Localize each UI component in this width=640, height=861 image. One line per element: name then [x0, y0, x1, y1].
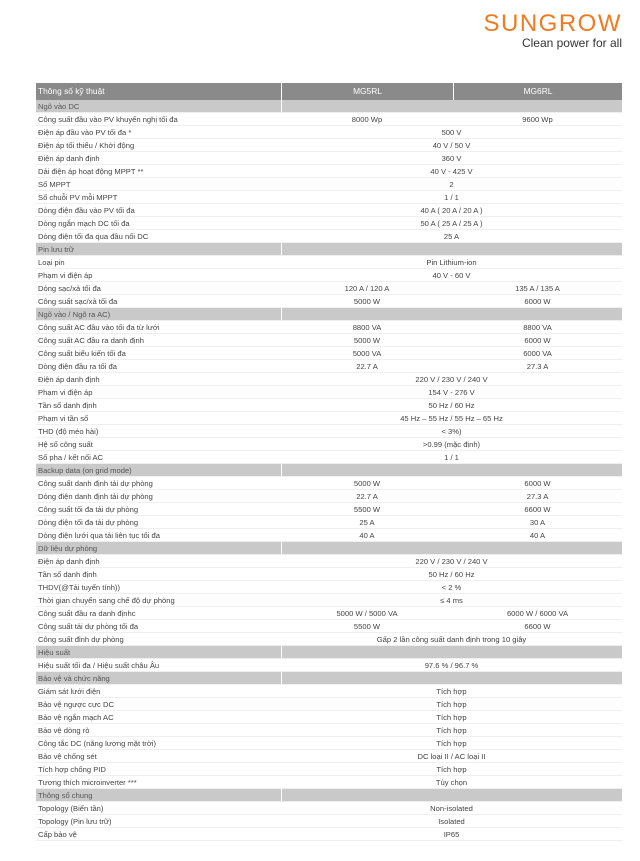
section-title: Hiệu suất [38, 648, 71, 657]
spec-label: Điện áp danh định [38, 154, 100, 163]
spec-row [36, 191, 622, 204]
spec-row [36, 516, 622, 529]
spec-value-mg5rl: 5500 W [353, 505, 381, 514]
spec-label: Công suất sạc/xả tối đa [38, 297, 118, 306]
spec-value-shared: < 3%) [441, 427, 462, 436]
spec-row [36, 139, 622, 152]
spec-row [36, 477, 622, 490]
spec-row [36, 581, 622, 594]
spec-label: Topology (Pin lưu trữ) [38, 817, 112, 826]
spec-value-shared: 50 A ( 25 A / 25 A ) [420, 219, 483, 228]
spec-value-shared: Gấp 2 lần công suất danh định trong 10 giây [376, 635, 527, 644]
spec-value-shared: 45 Hz – 55 Hz / 55 Hz – 65 Hz [400, 414, 503, 423]
spec-row [36, 737, 622, 750]
spec-value-mg5rl: 5000 W [353, 479, 381, 488]
spec-value-mg6rl: 6000 W [524, 297, 551, 306]
spec-row [36, 568, 622, 581]
spec-value-shared: 154 V - 276 V [428, 388, 475, 397]
header-model-mg5rl: MG5RL [281, 83, 453, 100]
spec-value-mg6rl: 6000 W / 6000 VA [506, 609, 569, 618]
spec-row [36, 321, 622, 334]
spec-value-mg5rl: 5500 W [353, 622, 381, 631]
spec-row [36, 685, 622, 698]
spec-value-shared: 40 V - 60 V [432, 271, 471, 280]
spec-value-mg5rl: 22.7 A [356, 492, 378, 501]
spec-label: Bảo vệ ngược cực DC [38, 700, 114, 709]
spec-value-shared: Non-isolated [430, 804, 473, 813]
spec-label: Dòng điện tối đa qua đầu nối DC [38, 232, 149, 241]
spec-value-mg6rl: 135 A / 135 A [515, 284, 560, 293]
brand-name-text: SUNGROW [483, 10, 622, 37]
spec-label: Giám sát lưới điện [38, 687, 101, 696]
spec-value-mg6rl: 30 A [529, 518, 546, 527]
spec-row [36, 555, 622, 568]
spec-value-shared: 1 / 1 [444, 193, 459, 202]
spec-value-shared: < 2 % [441, 583, 462, 592]
spec-value-mg5rl: 40 A [359, 531, 375, 540]
spec-value-mg5rl: 8000 Wp [351, 115, 383, 124]
spec-label: Tần số danh định [38, 570, 97, 579]
spec-value-shared: Isolated [438, 817, 465, 826]
spec-row [36, 373, 622, 386]
spec-row [36, 256, 622, 269]
section-fill [281, 646, 622, 658]
spec-row [36, 178, 622, 191]
section-title: Dữ liệu dự phòng [38, 544, 98, 553]
spec-row [36, 217, 622, 230]
section-fill [281, 243, 622, 255]
spec-row [36, 724, 622, 737]
spec-label: Tần số danh định [38, 401, 97, 410]
spec-value-shared: 25 A [443, 232, 460, 241]
spec-value-mg5rl: 8800 VA [352, 323, 382, 332]
spec-label: Dòng sạc/xả tối đa [38, 284, 101, 293]
spec-row [36, 529, 622, 542]
spec-value-shared: IP65 [443, 830, 460, 839]
spec-row [36, 269, 622, 282]
spec-row [36, 412, 622, 425]
brand-logo [422, 10, 622, 50]
spec-label: Số MPPT [38, 180, 71, 189]
section-title: Pin lưu trữ [38, 245, 74, 254]
spec-value-mg6rl: 6000 VA [523, 349, 552, 358]
spec-label: Công suất tối đa tải dự phòng [38, 505, 139, 514]
spec-label: Điện áp tối thiểu / Khởi động [38, 141, 135, 150]
spec-value-mg6rl: 40 A [529, 531, 546, 540]
spec-row [36, 126, 622, 139]
spec-row [36, 633, 622, 646]
header-model-mg6rl: MG6RL [453, 83, 622, 100]
spec-label: Dòng điện lưới qua tải liên tục tối đa [38, 531, 160, 540]
spec-value-shared: Tích hợp [436, 726, 467, 735]
spec-label: Công suất đầu vào PV khuyến nghị tối đa [38, 115, 178, 124]
spec-value-shared: Tùy chọn [435, 778, 468, 787]
spec-label: Dải điện áp hoạt động MPPT ** [38, 167, 144, 176]
spec-value-shared: Pin Lithium-ion [426, 258, 477, 267]
section-title: Bảo vệ và chức năng [38, 674, 110, 683]
spec-row [36, 295, 622, 308]
section-title: Ngõ vào / Ngõ ra AC) [38, 310, 111, 319]
spec-row [36, 698, 622, 711]
spec-label: Hiệu suất tối đa / Hiệu suất châu Âu [38, 661, 160, 670]
spec-value-shared: ≤ 4 ms [440, 596, 463, 605]
spec-value-mg6rl: 9600 Wp [522, 115, 553, 124]
spec-label: Bảo vệ chống sét [38, 752, 97, 761]
spec-value-mg5rl: 5000 VA [352, 349, 382, 358]
brand-tagline: Clean power for all [521, 36, 622, 50]
section-fill [281, 672, 622, 684]
spec-label: Thời gian chuyển sang chế độ dự phòng [38, 596, 175, 605]
spec-label: Bảo vệ dòng rò [38, 726, 90, 735]
spec-table-header [36, 83, 622, 100]
spec-row [36, 451, 622, 464]
spec-label: THD (độ méo hài) [38, 427, 99, 436]
spec-value-mg5rl: 5000 W / 5000 VA [336, 609, 398, 618]
spec-row [36, 659, 622, 672]
spec-row [36, 503, 622, 516]
section-header [36, 542, 622, 555]
section-header [36, 646, 622, 659]
spec-label: Topology (Biến tần) [38, 804, 104, 813]
section-header [36, 308, 622, 321]
spec-label: Điện áp đầu vào PV tối đa * [38, 128, 132, 137]
spec-value-shared: 97.6 % / 96.7 % [424, 661, 479, 670]
spec-value-mg5rl: 25 A [359, 518, 375, 527]
spec-row [36, 776, 622, 789]
spec-value-mg6rl: 6000 W [524, 479, 551, 488]
spec-row [36, 113, 622, 126]
spec-label: Điện áp danh định [38, 557, 100, 566]
spec-row [36, 360, 622, 373]
brand-name [422, 10, 622, 38]
spec-value-shared: 40 V - 425 V [430, 167, 473, 176]
spec-row [36, 425, 622, 438]
spec-value-shared: Tích hợp [436, 739, 467, 748]
spec-row [36, 399, 622, 412]
spec-label: Công suất tải dự phòng tối đa [38, 622, 139, 631]
section-header [36, 672, 622, 685]
section-title: Backup data (on grid mode) [38, 466, 132, 475]
spec-value-mg5rl: 120 A / 120 A [344, 284, 390, 293]
spec-label: Cấp bảo vệ [38, 830, 77, 839]
spec-label: Dòng điện đầu vào PV tối đa [38, 206, 135, 215]
spec-value-mg6rl: 27.3 A [526, 492, 549, 501]
spec-value-mg5rl: 5000 W [353, 336, 381, 345]
section-title: Ngõ vào DC [38, 102, 80, 111]
spec-value-shared: Tích hợp [436, 765, 467, 774]
spec-label: Công suất AC đầu vào tối đa từ lưới [38, 323, 160, 332]
spec-label: Số pha / kết nối AC [38, 453, 104, 462]
spec-label: Số chuỗi PV mỗi MPPT [38, 193, 118, 202]
spec-row [36, 347, 622, 360]
section-fill [281, 464, 622, 476]
spec-label: Phạm vi điện áp [38, 271, 93, 280]
spec-value-shared: 220 V / 230 V / 240 V [415, 375, 488, 384]
spec-row [36, 763, 622, 776]
section-header [36, 789, 622, 802]
spec-table [36, 83, 622, 841]
spec-value-mg5rl: 22.7 A [356, 362, 378, 371]
spec-row [36, 711, 622, 724]
spec-value-shared: 50 Hz / 60 Hz [428, 570, 475, 579]
spec-label: Dòng điện tối đa tải dự phòng [38, 518, 139, 527]
spec-row [36, 386, 622, 399]
spec-label: Phạm vi điện áp [38, 388, 93, 397]
spec-label: Phạm vi tần số [38, 414, 89, 423]
spec-label: Công suất biểu kiến tối đa [38, 349, 126, 358]
spec-row [36, 815, 622, 828]
spec-row [36, 802, 622, 815]
spec-row [36, 607, 622, 620]
spec-label: Bảo vệ ngắn mạch AC [38, 713, 114, 722]
spec-label: Điện áp danh định [38, 375, 100, 384]
spec-label: Tương thích microinverter *** [38, 778, 137, 787]
spec-value-shared: 1 / 1 [444, 453, 459, 462]
spec-row [36, 594, 622, 607]
spec-value-mg6rl: 6600 W [524, 505, 551, 514]
spec-row [36, 282, 622, 295]
spec-row [36, 828, 622, 841]
spec-label: Hệ số công suất [38, 440, 93, 449]
spec-row [36, 230, 622, 243]
spec-value-mg6rl: 27.3 A [526, 362, 549, 371]
section-header [36, 464, 622, 477]
spec-value-mg6rl: 8800 VA [523, 323, 552, 332]
spec-value-mg6rl: 6600 W [524, 622, 551, 631]
spec-value-shared: 220 V / 230 V / 240 V [415, 557, 488, 566]
spec-label: Dòng ngắn mạch DC tối đa [38, 219, 130, 228]
spec-label: Công suất danh định tải dự phòng [38, 479, 153, 488]
spec-table-body [36, 100, 622, 841]
section-fill [281, 789, 622, 801]
spec-value-shared: >0.99 (mặc định) [422, 440, 481, 449]
spec-label: Công suất đầu ra danh địnhc [38, 609, 136, 618]
spec-value-shared: Tích hợp [436, 713, 467, 722]
spec-value-shared: 40 V / 50 V [432, 141, 471, 150]
spec-label: Dòng điện đầu ra tối đa [38, 362, 117, 371]
spec-label: THDV(@Tải tuyến tính)) [38, 583, 120, 592]
header-label: Thông số kỹ thuật [38, 86, 105, 96]
spec-label: Dòng điện danh định tải dự phòng [38, 492, 153, 501]
spec-value-shared: Tích hợp [436, 687, 467, 696]
spec-label: Công tắc DC (năng lượng mặt trời) [38, 739, 157, 748]
spec-value-shared: 40 A ( 20 A / 20 A ) [420, 206, 483, 215]
section-title: Thông số chung [38, 791, 93, 800]
spec-value-shared: Tích hợp [436, 700, 467, 709]
spec-row [36, 152, 622, 165]
section-fill [281, 100, 622, 112]
spec-value-shared: 360 V [441, 154, 462, 163]
section-fill [281, 308, 622, 320]
spec-value-mg5rl: 5000 W [353, 297, 381, 306]
section-header [36, 100, 622, 113]
spec-value-shared: 2 [449, 180, 454, 189]
spec-value-shared: 500 V [441, 128, 462, 137]
spec-label: Công suất AC đầu ra danh định [38, 336, 144, 345]
spec-value-shared: 50 Hz / 60 Hz [428, 401, 475, 410]
spec-row [36, 620, 622, 633]
section-fill [281, 542, 622, 554]
spec-value-shared: DC loại II / AC loại II [417, 752, 486, 761]
spec-row [36, 334, 622, 347]
spec-label: Loại pin [38, 258, 65, 267]
spec-row [36, 490, 622, 503]
spec-label: Công suất đỉnh dự phòng [38, 635, 124, 644]
spec-row [36, 438, 622, 451]
spec-row [36, 750, 622, 763]
spec-row [36, 165, 622, 178]
section-header [36, 243, 622, 256]
spec-label: Tích hợp chống PID [38, 765, 106, 774]
spec-row [36, 204, 622, 217]
spec-value-mg6rl: 6000 W [524, 336, 551, 345]
